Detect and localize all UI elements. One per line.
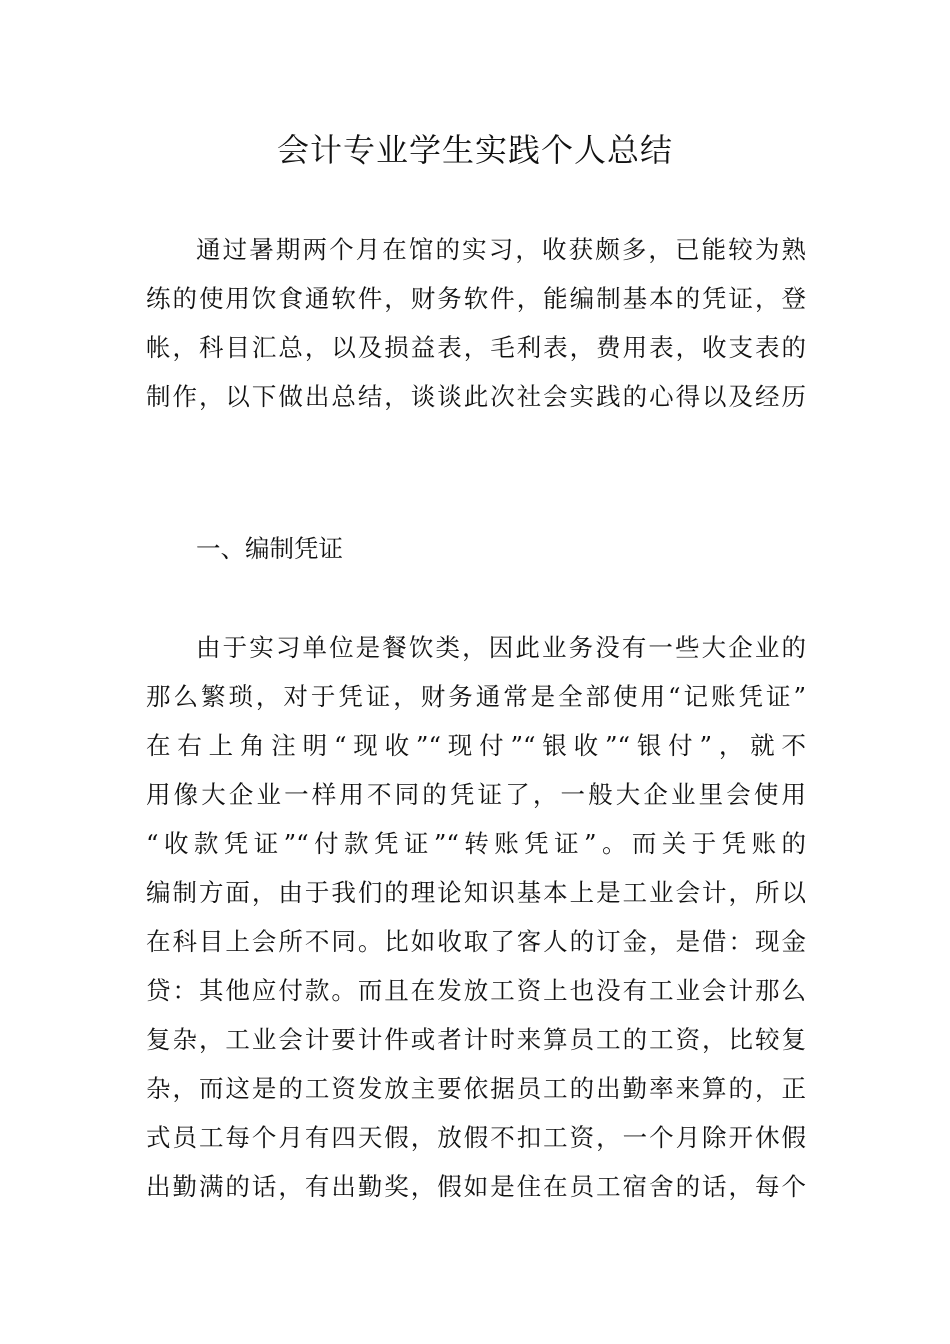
paragraph-line: 由于实习单位是餐饮类，因此业务没有一些大企业的 [196, 633, 806, 662]
paragraph-line: 在右上角注明“现收”“现付”“银收”“银付”，就不 [146, 731, 806, 760]
paragraph-line: 通过暑期两个月在馆的实习，收获颇多，已能较为熟 [196, 235, 806, 264]
paragraph-line: 复杂，工业会计要计件或者计时来算员工的工资，比较复 [146, 1025, 806, 1054]
section-paragraph [146, 623, 806, 1211]
document-title: 会计专业学生实践个人总结 [276, 131, 673, 169]
intro-paragraph [146, 225, 806, 421]
section-heading-block [146, 524, 806, 573]
paragraph-line: 用像大企业一样用不同的凭证了，一般大企业里会使用 [146, 780, 806, 809]
paragraph-line: 编制方面，由于我们的理论知识基本上是工业会计，所以 [146, 878, 806, 907]
paragraph-line: 式员工每个月有四天假，放假不扣工资，一个月除开休假 [146, 1123, 806, 1152]
paragraph-line: 贷：其他应付款。而且在发放工资上也没有工业会计那么 [146, 976, 806, 1005]
paragraph-line: “收款凭证”“付款凭证”“转账凭证”。而关于凭账的 [146, 829, 806, 858]
paragraph-line: 练的使用饮食通软件，财务软件，能编制基本的凭证，登 [146, 284, 806, 313]
paragraph-line: 出勤满的话，有出勤奖，假如是住在员工宿舍的话，每个 [146, 1172, 806, 1201]
section-heading: 一、编制凭证 [196, 534, 343, 563]
paragraph-line: 在科目上会所不同。比如收取了客人的订金，是借：现金 [146, 927, 806, 956]
paragraph-line: 杂，而这是的工资发放主要依据员工的出勤率来算的，正 [146, 1074, 806, 1103]
paragraph-line: 那么繁琐，对于凭证，财务通常是全部使用“记账凭证” [146, 682, 806, 711]
paragraph-line: 制作，以下做出总结，谈谈此次社会实践的心得以及经历 [146, 382, 806, 411]
paragraph-line: 帐，科目汇总，以及损益表，毛利表，费用表，收支表的 [146, 333, 806, 362]
